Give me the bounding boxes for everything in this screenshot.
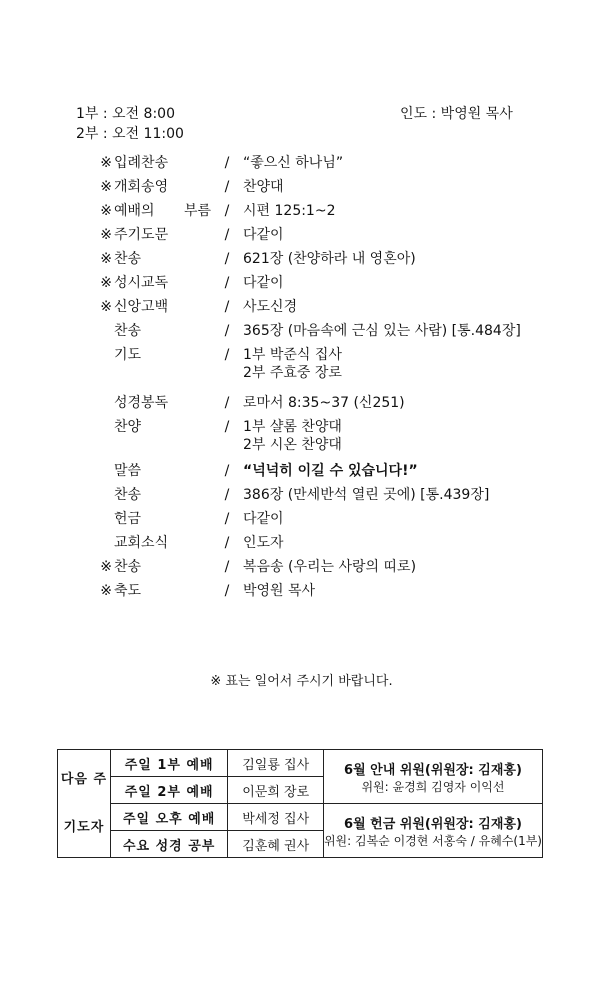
standing-note: ※ 표는 일어서 주시기 바랍니다. bbox=[210, 674, 393, 689]
separator: / bbox=[224, 347, 230, 363]
standing-mark: ※ bbox=[100, 559, 112, 575]
worship-item bbox=[98, 346, 568, 382]
worship-item-detail bbox=[243, 510, 568, 528]
worship-item-label bbox=[98, 418, 211, 436]
worship-item-label bbox=[98, 178, 211, 196]
duty-person: 김훈혜 권사 bbox=[228, 831, 324, 858]
detail-line: 621장 (찬양하라 내 영혼아) bbox=[243, 251, 416, 267]
worship-item-label bbox=[98, 346, 211, 364]
worship-item bbox=[98, 394, 568, 412]
detail-line: 1부 박준식 집사 bbox=[243, 347, 342, 363]
worship-item-name: 성시교독 bbox=[114, 275, 169, 291]
detail-line: 386장 (만세반석 열린 곳에) [통.439장] bbox=[243, 487, 490, 503]
duty-person: 박세정 집사 bbox=[228, 804, 324, 831]
offering-committee bbox=[323, 804, 542, 858]
separator: / bbox=[224, 463, 230, 479]
worship-item bbox=[98, 558, 568, 576]
worship-item-detail bbox=[243, 322, 568, 340]
worship-item-label bbox=[98, 534, 211, 552]
worship-item-name: 성경봉독 bbox=[114, 395, 169, 411]
worship-item bbox=[98, 202, 568, 220]
separator: / bbox=[224, 227, 230, 243]
order-of-worship bbox=[98, 148, 568, 600]
worship-item-label bbox=[98, 510, 211, 528]
worship-item-name: 찬양 bbox=[114, 419, 142, 435]
worship-item-detail bbox=[243, 178, 568, 196]
worship-item-detail bbox=[243, 250, 568, 268]
worship-item bbox=[98, 534, 568, 552]
detail-line: 1부 샬롬 찬양대 bbox=[243, 419, 342, 435]
worship-item-detail bbox=[243, 558, 568, 576]
duty-service: 주일 1부 예배 bbox=[124, 757, 214, 773]
worship-item bbox=[98, 582, 568, 600]
worship-item-detail bbox=[243, 226, 568, 244]
separator: / bbox=[224, 419, 230, 435]
worship-leader: 인도 : 박영원 목사 bbox=[400, 106, 513, 122]
worship-item-name: 찬송 bbox=[114, 487, 142, 503]
separator: / bbox=[224, 203, 230, 219]
standing-mark: ※ bbox=[100, 299, 112, 315]
service-time-2: 2부 : 오전 11:00 bbox=[76, 126, 184, 142]
detail-line: “넉넉히 이길 수 있습니다!” bbox=[243, 463, 418, 479]
worship-item bbox=[98, 226, 568, 244]
committee-title: 6월 헌금 위원(위원장: 김재홍) bbox=[344, 816, 522, 832]
worship-item bbox=[98, 298, 568, 316]
detail-line: 로마서 8:35~37 (신251) bbox=[243, 395, 405, 411]
worship-item-name: 신앙고백 bbox=[114, 299, 169, 315]
separator: / bbox=[224, 535, 230, 551]
duty-service: 수요 성경 공부 bbox=[122, 838, 216, 854]
detail-line: 복음송 (우리는 사랑의 띠로) bbox=[243, 559, 417, 575]
worship-item-detail bbox=[243, 346, 568, 382]
separator: / bbox=[224, 179, 230, 195]
worship-item bbox=[98, 462, 568, 480]
detail-line: 인도자 bbox=[243, 535, 284, 551]
next-week-prayer-label bbox=[58, 750, 111, 858]
detail-line: 다같이 bbox=[243, 227, 284, 243]
separator: / bbox=[224, 251, 230, 267]
worship-item-name: 교회소식 bbox=[114, 535, 169, 551]
usher-committee bbox=[323, 750, 542, 804]
worship-item bbox=[98, 322, 568, 340]
standing-mark: ※ bbox=[100, 251, 112, 267]
worship-item-detail bbox=[243, 298, 568, 316]
worship-item bbox=[98, 274, 568, 292]
worship-item-label bbox=[98, 298, 211, 316]
worship-item-name: 주기도문 bbox=[114, 227, 169, 243]
worship-item-label bbox=[98, 486, 211, 504]
standing-mark: ※ bbox=[100, 203, 112, 219]
separator: / bbox=[224, 559, 230, 575]
detail-line: 박영원 목사 bbox=[243, 583, 316, 599]
standing-mark: ※ bbox=[100, 227, 112, 243]
duty-row bbox=[58, 750, 543, 777]
worship-item-label bbox=[98, 250, 211, 268]
worship-item bbox=[98, 250, 568, 268]
committee-members: 위원: 김복순 이경현 서홍숙 / 유혜수(1부) bbox=[323, 833, 542, 848]
duty-service: 주일 2부 예배 bbox=[124, 784, 214, 800]
worship-item-detail bbox=[243, 582, 568, 600]
worship-item bbox=[98, 510, 568, 528]
worship-item-name: 찬송 bbox=[114, 251, 142, 267]
worship-item-name: 찬송 bbox=[114, 323, 142, 339]
next-week-duty-table bbox=[57, 749, 543, 858]
worship-item bbox=[98, 178, 568, 196]
worship-item-label bbox=[98, 322, 211, 340]
standing-mark: ※ bbox=[100, 583, 112, 599]
duty-service: 주일 오후 예배 bbox=[122, 811, 216, 827]
worship-item-detail bbox=[243, 274, 568, 292]
separator: / bbox=[224, 275, 230, 291]
separator: / bbox=[224, 155, 230, 171]
separator: / bbox=[224, 583, 230, 599]
worship-item-name: 예배의 부름 bbox=[114, 203, 211, 219]
detail-line: 찬양대 bbox=[243, 179, 284, 195]
detail-line: 365장 (마음속에 근심 있는 사람) [통.484장] bbox=[243, 323, 521, 339]
detail-line: 다같이 bbox=[243, 275, 284, 291]
worship-item-name: 찬송 bbox=[114, 559, 142, 575]
role-label-line-2: 기도자 bbox=[63, 819, 105, 835]
duty-person: 이문희 장로 bbox=[228, 777, 324, 804]
detail-line: “좋으신 하나님” bbox=[243, 155, 344, 171]
separator: / bbox=[224, 511, 230, 527]
worship-item-name: 말씀 bbox=[114, 463, 142, 479]
separator: / bbox=[224, 395, 230, 411]
worship-item-label bbox=[98, 226, 211, 244]
separator: / bbox=[224, 323, 230, 339]
worship-item-name: 개회송영 bbox=[114, 179, 169, 195]
worship-item-label bbox=[98, 582, 211, 600]
worship-item-name: 입례찬송 bbox=[114, 155, 169, 171]
worship-item-detail bbox=[243, 486, 568, 504]
worship-item-name: 축도 bbox=[114, 583, 142, 599]
separator: / bbox=[224, 487, 230, 503]
separator: / bbox=[224, 299, 230, 315]
worship-item-label bbox=[98, 154, 211, 172]
worship-item bbox=[98, 418, 568, 454]
worship-item-detail bbox=[243, 154, 568, 172]
worship-item-label bbox=[98, 202, 211, 220]
worship-item-detail bbox=[243, 418, 568, 454]
detail-line: 사도신경 bbox=[243, 299, 298, 315]
worship-item-detail bbox=[243, 202, 568, 220]
worship-item-detail bbox=[243, 534, 568, 552]
worship-item-name: 헌금 bbox=[114, 511, 142, 527]
worship-item-label bbox=[98, 558, 211, 576]
worship-item-label bbox=[98, 462, 211, 480]
worship-item bbox=[98, 486, 568, 504]
committee-title: 6월 안내 위원(위원장: 김재홍) bbox=[344, 762, 522, 778]
worship-item bbox=[98, 154, 568, 172]
detail-line: 2부 시온 찬양대 bbox=[243, 437, 342, 453]
standing-mark: ※ bbox=[100, 275, 112, 291]
standing-mark: ※ bbox=[100, 179, 112, 195]
detail-line: 다같이 bbox=[243, 511, 284, 527]
duty-person: 김일룡 집사 bbox=[228, 750, 324, 777]
detail-line: 시편 125:1~2 bbox=[243, 203, 336, 219]
service-time-1: 1부 : 오전 8:00 bbox=[76, 106, 175, 122]
standing-mark: ※ bbox=[100, 155, 112, 171]
worship-item-detail bbox=[243, 462, 568, 480]
role-label-line-1: 다음 주 bbox=[60, 771, 108, 787]
duty-row bbox=[58, 804, 543, 831]
worship-item-name: 기도 bbox=[114, 347, 142, 363]
worship-item-label bbox=[98, 394, 211, 412]
detail-line: 2부 주효중 장로 bbox=[243, 365, 342, 381]
committee-members: 위원: 윤경희 김영자 이익선 bbox=[361, 779, 505, 794]
worship-item-label bbox=[98, 274, 211, 292]
worship-item-detail bbox=[243, 394, 568, 412]
